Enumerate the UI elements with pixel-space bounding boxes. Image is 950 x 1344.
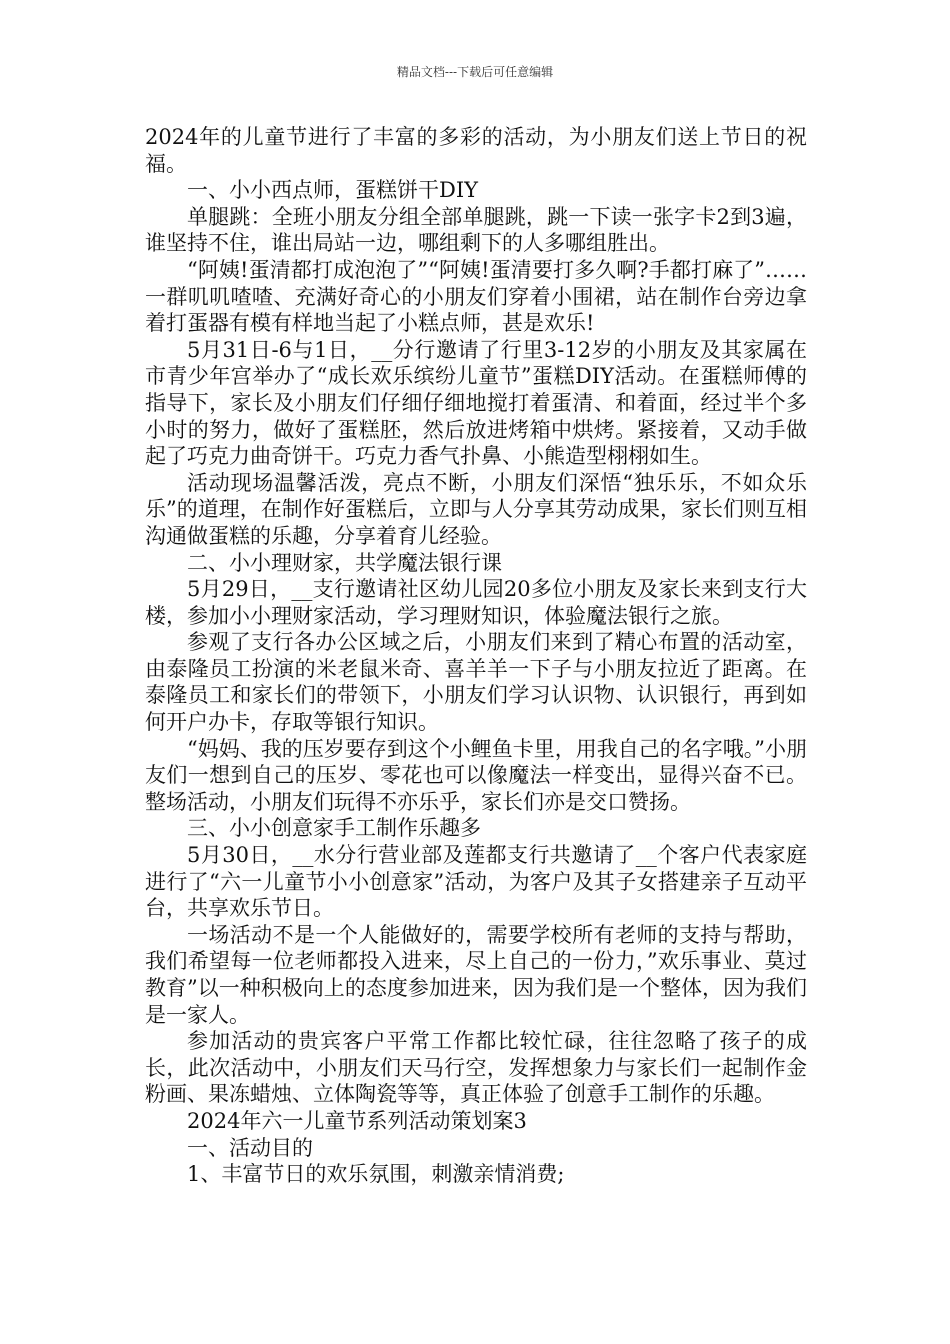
paragraph: 5月29日，__支行邀请社区幼儿园20多位小朋友及家长来到支行大楼，参加小小理财家活动，学习理财知识，体验魔法银行之旅。 — [145, 577, 807, 628]
paragraph: 参观了支行各办公区域之后，小朋友们来到了精心布置的活动室，由泰隆员工扮演的米老鼠米奇、喜羊羊一下子与小朋友拉近了距离。在泰隆员工和家长们的带领下，小朋友们学习认识物、认识银行，再到如何开户办卡，存取等银行知识。 — [145, 630, 807, 735]
paragraph: 5月31日-6与1日，__分行邀请了行里3-12岁的小朋友及其家属在市青少年宫举办了“成长欢乐缤纷儿童节”蛋糕DIY活动。在蛋糕师傅的指导下，家长及小朋友们仔细仔细地搅打着蛋清、和着面，经过半个多小时的努力，做好了蛋糕胚，然后放进烤箱中烘烤。紧接着，又动手做起了巧克力曲奇饼干。巧克力香气扑鼻、小熊造型栩栩如生。 — [145, 337, 807, 469]
paragraph: 2024年的儿童节进行了丰富的多彩的活动，为小朋友们送上节日的祝福。 — [145, 125, 807, 176]
paragraph: 5月30日，__水分行营业部及莲都支行共邀请了__个客户代表家庭进行了“六一儿童节小小创意家”活动，为客户及其子女搭建亲子互动平台，共享欢乐节日。 — [145, 843, 807, 921]
paragraph: “阿姨!蛋清都打成泡泡了”“阿姨!蛋清要打多久啊?手都打麻了”……一群叽叽喳喳、充满好奇心的小朋友们穿着小围裙，站在制作台旁边拿着打蛋器有模有样地当起了小糕点师，甚是欢乐! — [145, 257, 807, 336]
document-title: 2024年六一儿童节系列活动策划案3 — [187, 1108, 527, 1133]
paragraph: 单腿跳：全班小朋友分组全部单腿跳，跳一下读一张字卡2到3遍，谁坚持不住，谁出局站一边，哪组剩下的人多哪组胜出。 — [145, 204, 807, 256]
section-heading: 一、活动目的 — [187, 1135, 313, 1160]
section-heading: 二、小小理财家，共学魔法银行课 — [187, 550, 502, 575]
paragraph: “妈妈、我的压岁要存到这个小鲤鱼卡里，用我自己的名字哦。”小朋友们一想到自己的压岁、零花也可以像魔法一样变出，显得兴奋不已。整场活动，小朋友们玩得不亦乐乎，家长们亦是交口赞扬。 — [145, 736, 807, 814]
list-item: 1、丰富节日的欢乐氛围，刺激亲情消费; — [187, 1162, 565, 1187]
section-heading: 一、小小西点师，蛋糕饼干DIY — [187, 178, 478, 203]
section-heading: 三、小小创意家手工制作乐趣多 — [187, 816, 481, 841]
paragraph: 一场活动不是一个人能做好的，需要学校所有老师的支持与帮助，我们希望每一位老师都投入进来，尽上自己的一份力，”欢乐事业、莫过教育”以一种积极向上的态度参加进来，因为我们是一个整体，因为我们是一家人。 — [145, 922, 807, 1027]
paragraph: 活动现场温馨活泼，亮点不断，小朋友们深悟“独乐乐，不如众乐乐”的道理，在制作好蛋糕后，立即与人分享其劳动成果，家长们则互相沟通做蛋糕的乐趣，分享着育儿经验。 — [145, 470, 807, 548]
page-header: 精品文档---下载后可任意编辑 — [396, 65, 554, 79]
paragraph: 参加活动的贵宾客户平常工作都比较忙碌，往往忽略了孩子的成长，此次活动中，小朋友们天马行空，发挥想象力与家长们一起制作金粉画、果冻蜡烛、立体陶瓷等等，真正体验了创意手工制作的乐趣。 — [145, 1029, 807, 1107]
document-body — [145, 124, 807, 1188]
